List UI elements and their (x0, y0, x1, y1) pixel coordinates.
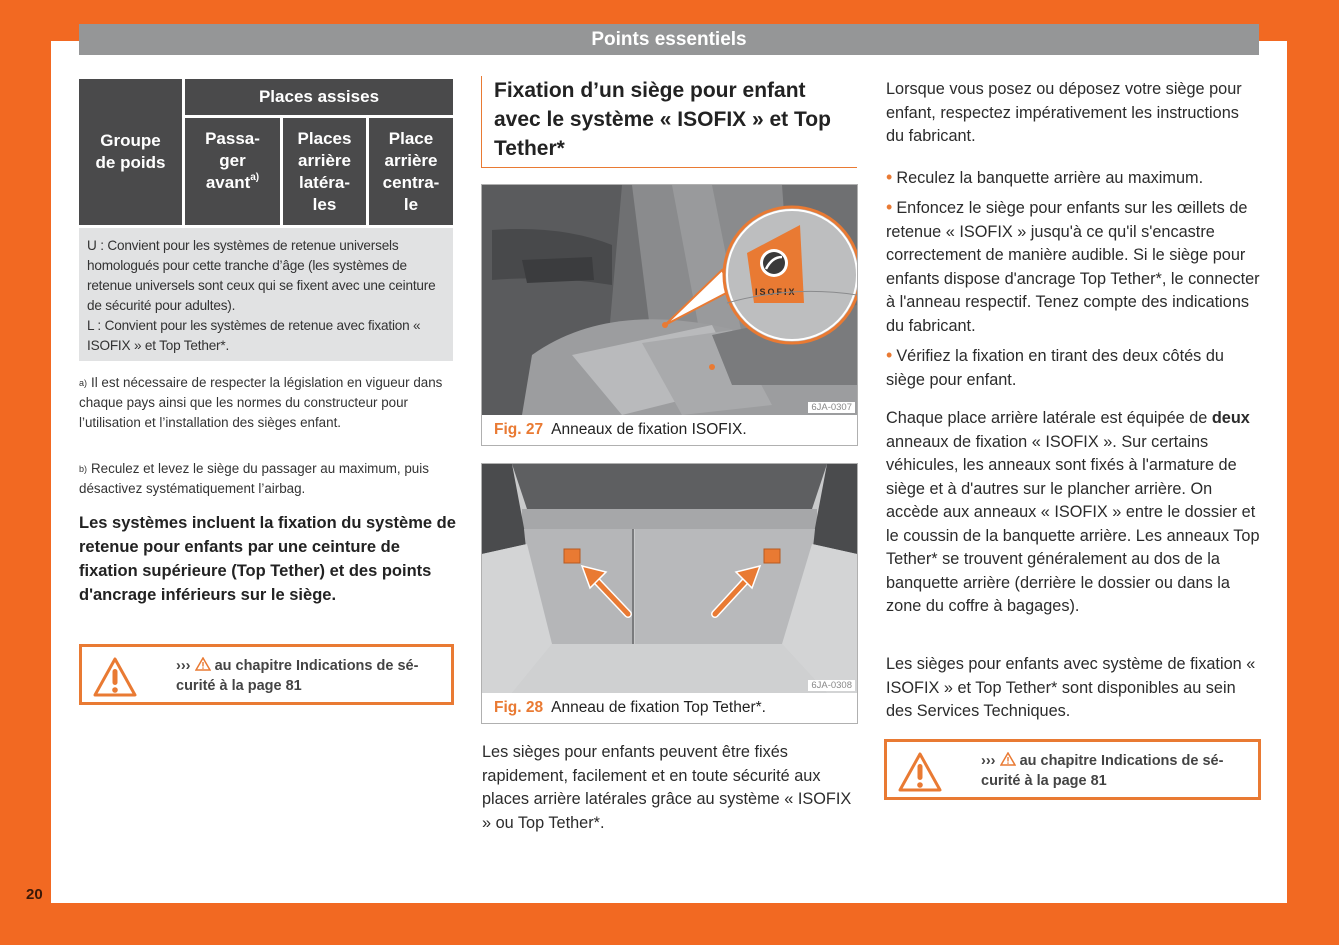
rear-seat-illustration (482, 185, 857, 415)
note-isofix: L : Convient pour les systèmes de retenue avec fixation « ISOFIX » et Top Tether*. (87, 318, 421, 353)
top-tether-illustration (482, 464, 857, 693)
table-header-places: Places assises (185, 79, 453, 115)
isofix-rings-illustration (482, 185, 857, 415)
bullet-icon: • (886, 345, 893, 365)
bullet-item: • Vérifiez la fixation en tirant des deux côtés du siège pour enfant. (886, 345, 1224, 389)
section-header-bar: Points essentiels (79, 24, 1259, 55)
isofix-intro-paragraph: Les sièges pour enfants peuvent être fixés rapidement, facilement et en toute sécurité aux places arrière latérales grâce au système « ISOFIX » ou Top Tether*. (482, 743, 852, 832)
manufacturer-instructions-paragraph: Lorsque vous posez ou déposez votre siège pour enfant, respectez impérativement les instructions du fabricant. (886, 80, 1242, 145)
bullet-item: • Enfoncez le siège pour enfants sur les œillets de retenue « ISOFIX » jusqu'à ce qu'il s'encastre correctement de manière audible. Si le siège pour enfants dispose d'ancrage Top Tether*, le connecter à l'anneau respectif. Tenez compte des indications du fabricant. (886, 197, 1260, 335)
safety-warning-box[interactable] (884, 739, 1261, 800)
mini-warning-icon (1000, 752, 1016, 766)
table-subheader-front: Passa- ger avant$^{a)}$ (185, 118, 280, 225)
figure-caption: Fig. 27 Anneaux de fixation ISOFIX. (494, 421, 747, 438)
warning-link-text[interactable]: ››› au chapitre Indications de sé- curité à la page 81 (981, 753, 1224, 789)
svg-text:ISOFIX: ISOFIX (755, 287, 797, 297)
safety-warning-box[interactable] (79, 644, 454, 705)
table-note (79, 228, 453, 361)
warning-link-text[interactable]: ››› au chapitre Indications de sé- curité à la page 81 (176, 658, 419, 694)
trunk-illustration (482, 464, 857, 693)
figure-code: 6JA-0307 (808, 402, 855, 413)
bullet-item: • Reculez la banquette arrière au maximum. (886, 167, 1204, 187)
footnote-a: $^{a)}$ Il est nécessaire de respecter la législation en vigueur dans chaque pays ainsi que les normes du constructeur pour l’utilisation et l’installation des sièges enfant. (79, 375, 443, 430)
figure-code: 6JA-0308 (808, 680, 855, 691)
footnote-b: $^{b)}$ Reculez et levez le siège du passager au maximum, puis désactivez systématiquement l’airbag. (79, 461, 429, 496)
anchor-rings-paragraph: Chaque place arrière latérale est équipée de deux anneaux de fixation « ISOFIX ». Sur certains véhicules, les anneaux sont fixés à l'armature de siège et à d'autres sur le plancher arrière. On accède aux anneaux « ISOFIX » entre le dossier et le coussin de la banquette arrière. Les anneaux Top Tether* se trouvent généralement au dos de la banquette arrière (derrière le dossier ou dans la zone du coffre à bagages). (886, 409, 1260, 615)
table-subheader-rear-center: Place arrière centra- le (369, 118, 453, 225)
availability-paragraph: Les sièges pour enfants avec système de fixation « ISOFIX » et Top Tether* sont disponibles au sein des Services Techniques. (886, 655, 1256, 720)
figure-caption: Fig. 28 Anneau de fixation Top Tether*. (494, 699, 766, 716)
warning-triangle-icon (92, 656, 138, 698)
table-subheader-rear-lateral: Places arrière latéra- les (283, 118, 366, 225)
section-heading: Fixation d’un siège pour enfant avec le système « ISOFIX » et Top Tether* (481, 76, 857, 168)
page-number: 20 (26, 886, 43, 903)
isofix-summary-paragraph: Les systèmes incluent la fixation du système de retenue pour enfants par une ceinture de fixation supérieure (Top Tether) et des points d'ancrage inférieurs sur le siège. (79, 514, 456, 604)
warning-triangle-icon (897, 751, 943, 793)
mini-warning-icon (195, 657, 211, 671)
figure-28 (481, 463, 858, 724)
bullet-icon: • (886, 197, 893, 217)
figure-27 (481, 184, 858, 446)
note-universal: U : Convient pour les systèmes de retenue universels homologués pour cette tranche d’âge (les systèmes de retenue universels sont ceux qui se fixent avec une ceinture de sécurité pour adultes). (87, 238, 436, 313)
table-header-group: Groupe de poids (79, 79, 182, 225)
bullet-icon: • (886, 167, 893, 187)
